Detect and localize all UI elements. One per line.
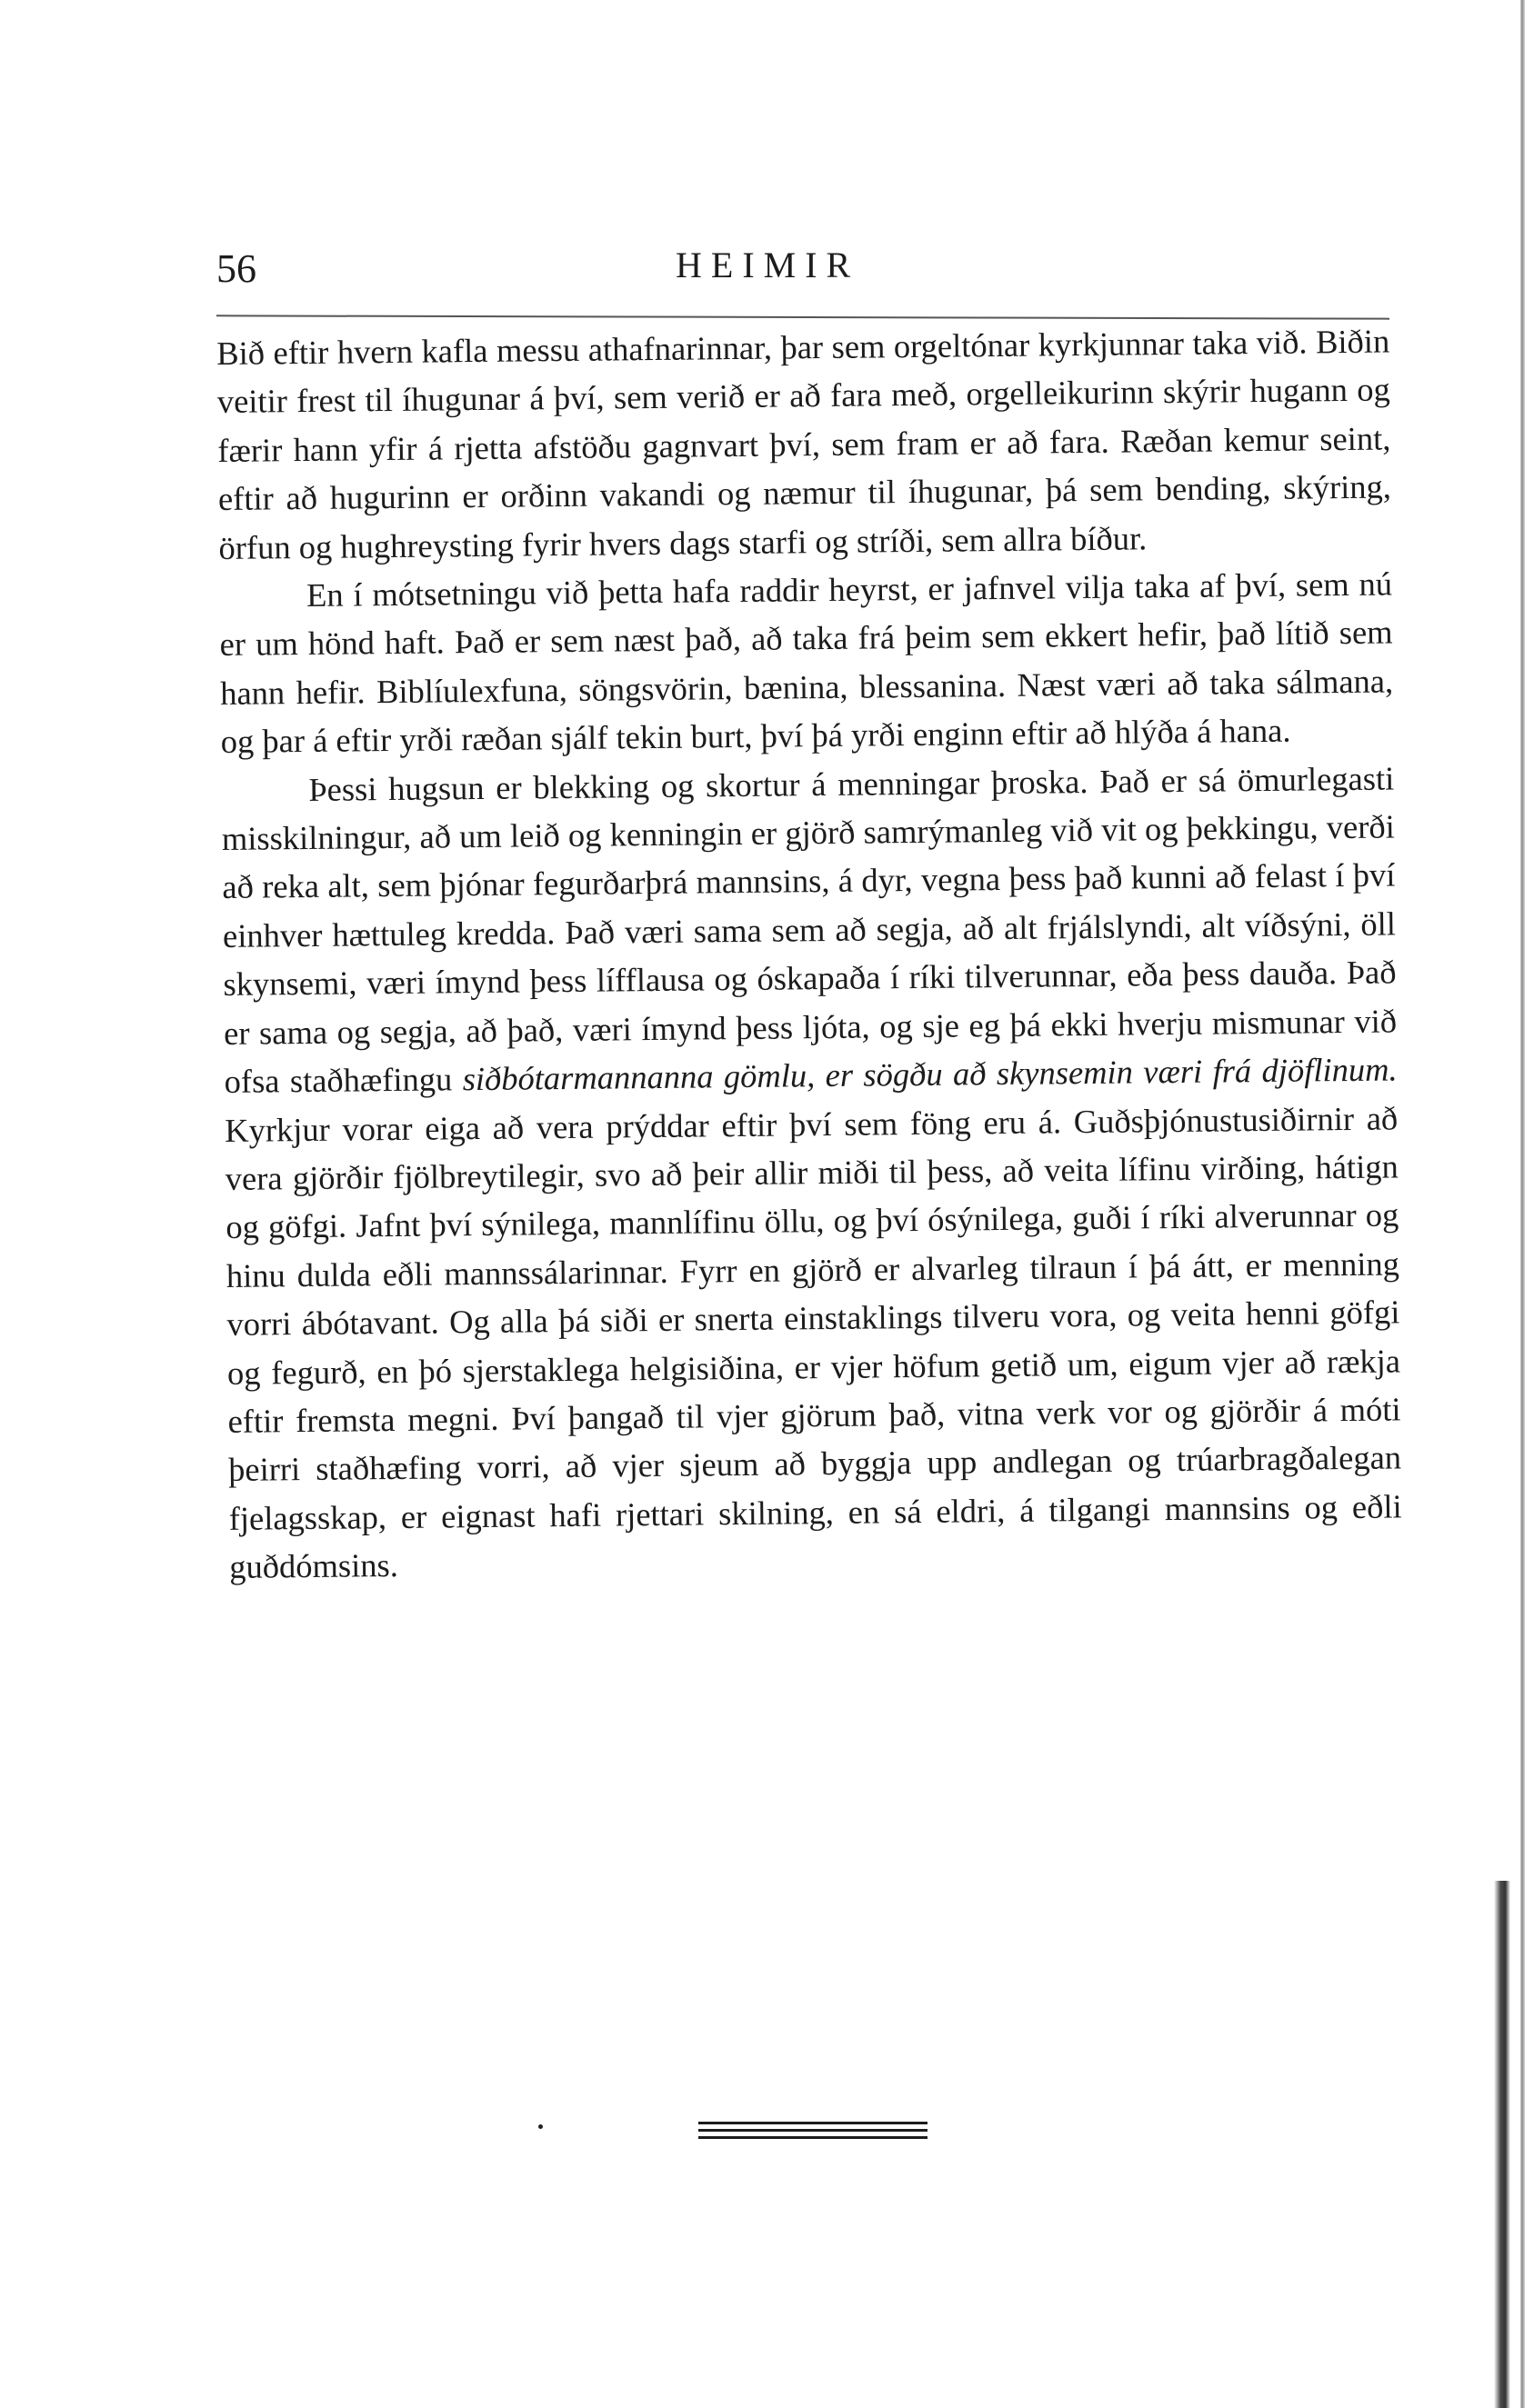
paragraph-3-italic-quote: siðbótarmannanna gömlu, er sögðu að skynsemin væri frá djöflinum.	[462, 1050, 1398, 1098]
paragraph-1	[216, 316, 1392, 572]
stray-dot	[538, 2124, 543, 2129]
page-edge-shadow	[1520, 0, 1525, 2408]
end-rule-line	[698, 2129, 927, 2132]
paragraph-3-text-b: Kyrkjur vorar eiga að vera prýddar eftir því sem föng eru á. Guðsþjónustusiðirnir að vera gjörðir fjölbreytilegir, svo að þeir allir miði til þess, að veita lífinu virðing, hátign og göfgi. Jafnt því sýnilega, mannlífinu öllu, og því ósýnilega, guði í ríki alverunnar og hinu dulda eðli mannssálarinnar. Fyrr en gjörð er alvarleg tilraun í þá átt, er menning vorri ábótavant. Og alla þá siði er snerta einstaklings tilveru vora, og veita henni göfgi og fegurð, en þó sjerstaklega helgisiðina, er vjer höfum getið um, eigum vjer að rækja eftir fremsta megni. Því þangað til vjer gjörum það, vitna verk vor og gjörðir á móti þeirri staðhæfing vorri, að vjer sjeum að byggja upp andlegan og trúarbragðalegan fjelagsskap, er eignast hafi rjettari skilning, en sá eldri, á tilgangi mannsins og eðli guðdómsins.	[225, 1098, 1402, 1586]
scan-binding-shadow	[1494, 1881, 1510, 2408]
body-text	[216, 316, 1402, 1591]
page-number: 56	[216, 246, 256, 291]
end-rule-line	[698, 2122, 927, 2124]
paragraph-1-text: Bið eftir hvern kafla messu athafnarinnar, þar sem orgeltónar kyrkjunnar taka við. Biðin veitir frest til íhugunar á því, sem verið er að fara með, orgelleikurinn skýrir hugann og færir hann yfir á rjetta afstöðu gagnvart því, sem fram er að fara. Ræðan kemur seint, eftir að hugurinn er orðinn vakandi og næmur til íhugunar, þá sem bending, skýring, örfun og hughreysting fyrir hvers dags starfi og stríði, sem allra bíður.	[216, 322, 1392, 566]
end-rule-line	[698, 2136, 927, 2139]
page-header	[216, 244, 1380, 298]
end-rule	[698, 2122, 927, 2140]
paragraph-2	[219, 560, 1394, 766]
paragraph-3-text-a: Þessi hugsun er blekking og skortur á menningar þroska. Það er sá ömurlegasti misskilningur, að um leið og kenningin er gjörð samrýmanleg við vit og þekkingu, verði að reka alt, sem þjónar fegurðarþrá mannsins, á dyr, vegna þess það kunni að felast í því einhver hættuleg kredda. Það væri sama sem að segja, að alt frjálslyndi, alt víðsýni, öll skynsemi, væri ímynd þess lífflausa og óskapaða í ríki tilverunnar, eða þess dauða. Það er sama og segja, að það, væri ímynd þess ljóta, og sje eg þá ekki hverju mismunar við ofsa staðhæfingu	[221, 759, 1398, 1101]
paragraph-3	[221, 754, 1402, 1591]
paragraph-2-text: En í mótsetningu við þetta hafa raddir heyrst, er jafnvel vilja taka af því, sem nú er um hönd haft. Það er sem næst það, að taka frá þeim sem ekkert hefir, það lítið sem hann hefir. Biblíulexfuna, söngsvörin, bænina, blessanina. Næst væri að taka sálmana, og þar á eftir yrði ræðan sjálf tekin burt, því þá yrði enginn eftir að hlýða á hana.	[219, 565, 1394, 761]
running-title: HEIMIR	[676, 245, 860, 285]
